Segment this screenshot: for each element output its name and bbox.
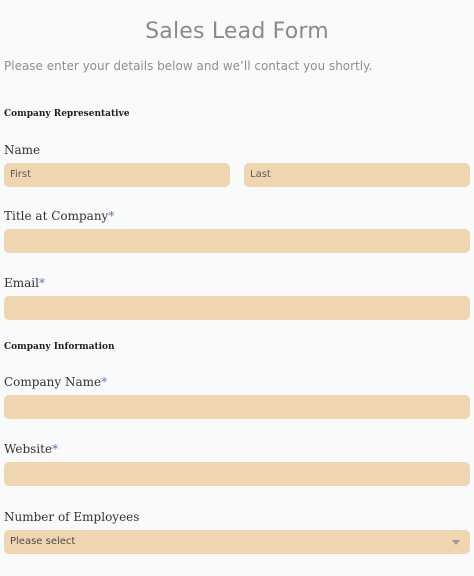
chevron-down-icon [452,540,460,545]
required-marker: * [38,276,45,290]
employees-select[interactable] [4,530,470,554]
form-title: Sales Lead Form [145,19,329,44]
company-name-label-text: Company Name [4,375,102,389]
section-heading-representative: Company Representative [4,109,130,119]
company-name-input[interactable] [4,395,470,419]
website-label-text: Website [4,442,53,456]
required-marker: * [101,375,108,389]
title-label-text: Title at Company [4,209,109,223]
last-name-input[interactable] [244,163,470,187]
name-label: Name [4,143,41,157]
title-label [4,209,114,223]
section-heading-company: Company Information [4,342,115,352]
email-input[interactable] [4,296,470,320]
employees-select-value: Please select [10,536,76,547]
website-label [4,442,58,456]
form-description: Please enter your details below and we’ll contact you shortly. [4,59,373,73]
company-name-label [4,375,107,389]
required-marker: * [52,442,59,456]
required-marker: * [108,209,115,223]
first-name-input[interactable] [4,163,230,187]
email-label-text: Email [4,276,39,290]
website-input[interactable] [4,462,470,486]
title-input[interactable] [4,229,470,253]
email-label [4,276,45,290]
employees-label: Number of Employees [4,510,140,524]
